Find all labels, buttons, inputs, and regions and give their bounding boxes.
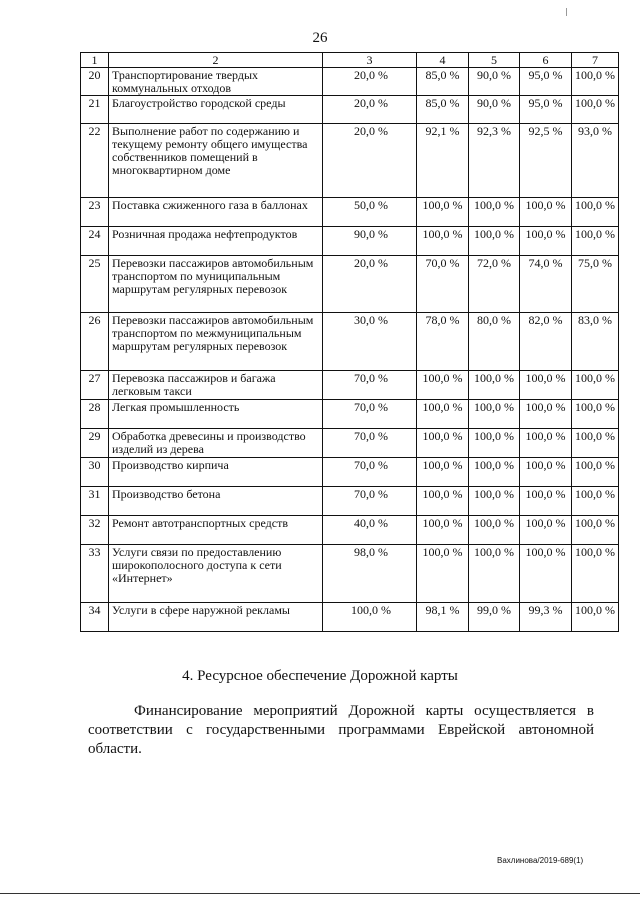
cell-col4: 85,0 % [417,96,469,124]
cell-col3: 30,0 % [323,313,417,371]
table-row [81,429,619,458]
cell-col6: 95,0 % [520,68,572,96]
cell-col5: 90,0 % [469,96,520,124]
row-number: 31 [81,487,109,516]
cell-col3: 50,0 % [323,198,417,227]
row-name: Перевозки пассажиров автомобильным транспортом по межмуниципальным маршрутам регулярных перевозок [109,313,323,371]
row-number: 25 [81,256,109,313]
row-number: 28 [81,400,109,429]
cell-col7: 100,0 % [572,545,619,603]
header-cell: 6 [520,53,572,68]
table-row [81,198,619,227]
row-number: 27 [81,371,109,400]
cell-col5: 100,0 % [469,429,520,458]
cell-col6: 99,3 % [520,603,572,632]
table-row [81,68,619,96]
cell-col4: 85,0 % [417,68,469,96]
cell-col3: 70,0 % [323,458,417,487]
header-cell: 4 [417,53,469,68]
cell-col6: 100,0 % [520,400,572,429]
row-name: Розничная продажа нефтепродуктов [109,227,323,256]
cell-col5: 90,0 % [469,68,520,96]
cell-col5: 92,3 % [469,124,520,198]
header-cell: 1 [81,53,109,68]
row-number: 21 [81,96,109,124]
cell-col4: 100,0 % [417,371,469,400]
cell-col4: 100,0 % [417,198,469,227]
cell-col6: 74,0 % [520,256,572,313]
cell-col3: 20,0 % [323,124,417,198]
cell-col3: 70,0 % [323,400,417,429]
cell-col4: 100,0 % [417,458,469,487]
row-name: Благоустройство городской среды [109,96,323,124]
cell-col5: 80,0 % [469,313,520,371]
table-row [81,96,619,124]
cell-col3: 20,0 % [323,96,417,124]
header-cell: 7 [572,53,619,68]
cell-col3: 20,0 % [323,256,417,313]
cell-col5: 100,0 % [469,198,520,227]
row-number: 33 [81,545,109,603]
page-number: 26 [312,30,328,46]
cell-col3: 100,0 % [323,603,417,632]
row-name: Ремонт автотранспортных средств [109,516,323,545]
cell-col7: 75,0 % [572,256,619,313]
cell-col6: 100,0 % [520,429,572,458]
cell-col6: 82,0 % [520,313,572,371]
row-name: Услуги связи по предоставлению широкополосного доступа к сети «Интернет» [109,545,323,603]
cell-col4: 100,0 % [417,487,469,516]
table-row [81,487,619,516]
cell-col7: 100,0 % [572,400,619,429]
row-number: 30 [81,458,109,487]
cell-col6: 100,0 % [520,487,572,516]
cell-col6: 92,5 % [520,124,572,198]
row-number: 29 [81,429,109,458]
cell-col5: 99,0 % [469,603,520,632]
cell-col6: 100,0 % [520,198,572,227]
financing-paragraph: Финансирование мероприятий Дорожной карты осуществляется в соответствии с государственными программами Еврейской автономной области. [88,703,594,757]
row-number: 32 [81,516,109,545]
cell-col5: 100,0 % [469,545,520,603]
header-cell: 3 [323,53,417,68]
cell-col5: 100,0 % [469,400,520,429]
cell-col5: 100,0 % [469,458,520,487]
table-row [81,124,619,198]
row-number: 24 [81,227,109,256]
cell-col5: 100,0 % [469,371,520,400]
cell-col4: 100,0 % [417,516,469,545]
cell-col7: 100,0 % [572,516,619,545]
cell-col3: 70,0 % [323,371,417,400]
cell-col7: 100,0 % [572,458,619,487]
cell-col4: 100,0 % [417,429,469,458]
table-row [81,400,619,429]
cell-col6: 100,0 % [520,458,572,487]
table-row [81,458,619,487]
row-name: Выполнение работ по содержанию и текущему ремонту общего имущества собственников помещений в многоквартирном доме [109,124,323,198]
cell-col4: 100,0 % [417,545,469,603]
cell-col5: 100,0 % [469,516,520,545]
cell-col7: 100,0 % [572,371,619,400]
row-name: Поставка сжиженного газа в баллонах [109,198,323,227]
row-number: 34 [81,603,109,632]
header-cell: 5 [469,53,520,68]
header-cell: 2 [109,53,323,68]
cell-col3: 90,0 % [323,227,417,256]
cell-col7: 93,0 % [572,124,619,198]
cell-col7: 100,0 % [572,487,619,516]
row-name: Производство кирпича [109,458,323,487]
cell-col5: 100,0 % [469,227,520,256]
cell-col6: 100,0 % [520,227,572,256]
cell-col7: 100,0 % [572,429,619,458]
document-code: Вахлинова/2019-689(1) [497,856,584,865]
cell-col4: 100,0 % [417,400,469,429]
cell-col3: 40,0 % [323,516,417,545]
table-header-row [81,53,619,68]
section-title: 4. Ресурсное обеспечение Дорожной карты [182,668,458,684]
row-name: Транспортирование твердых коммунальных отходов [109,68,323,96]
cell-col3: 20,0 % [323,68,417,96]
cell-col7: 100,0 % [572,198,619,227]
indicators-table [80,52,619,632]
cell-col7: 100,0 % [572,68,619,96]
table-row [81,227,619,256]
cell-col7: 100,0 % [572,603,619,632]
table-row [81,371,619,400]
cell-col6: 100,0 % [520,545,572,603]
table-row [81,313,619,371]
row-name: Обработка древесины и производство изделий из дерева [109,429,323,458]
row-name: Производство бетона [109,487,323,516]
cell-col3: 70,0 % [323,487,417,516]
row-name: Перевозки пассажиров автомобильным транспортом по муниципальным маршрутам регулярных перевозок [109,256,323,313]
cell-col4: 98,1 % [417,603,469,632]
table-row [81,603,619,632]
row-name: Легкая промышленность [109,400,323,429]
cell-col4: 92,1 % [417,124,469,198]
cell-col4: 78,0 % [417,313,469,371]
table-row [81,256,619,313]
table-row [81,516,619,545]
scan-mark [566,8,567,16]
row-name: Услуги в сфере наружной рекламы [109,603,323,632]
row-number: 26 [81,313,109,371]
cell-col6: 100,0 % [520,371,572,400]
cell-col7: 83,0 % [572,313,619,371]
row-number: 22 [81,124,109,198]
cell-col7: 100,0 % [572,96,619,124]
row-number: 23 [81,198,109,227]
cell-col6: 95,0 % [520,96,572,124]
cell-col7: 100,0 % [572,227,619,256]
cell-col5: 100,0 % [469,487,520,516]
cell-col4: 100,0 % [417,227,469,256]
row-number: 20 [81,68,109,96]
cell-col3: 70,0 % [323,429,417,458]
bottom-rule [0,893,640,894]
cell-col3: 98,0 % [323,545,417,603]
cell-col5: 72,0 % [469,256,520,313]
cell-col4: 70,0 % [417,256,469,313]
cell-col6: 100,0 % [520,516,572,545]
table-row [81,545,619,603]
row-name: Перевозка пассажиров и багажа легковым такси [109,371,323,400]
table-body [81,53,619,632]
